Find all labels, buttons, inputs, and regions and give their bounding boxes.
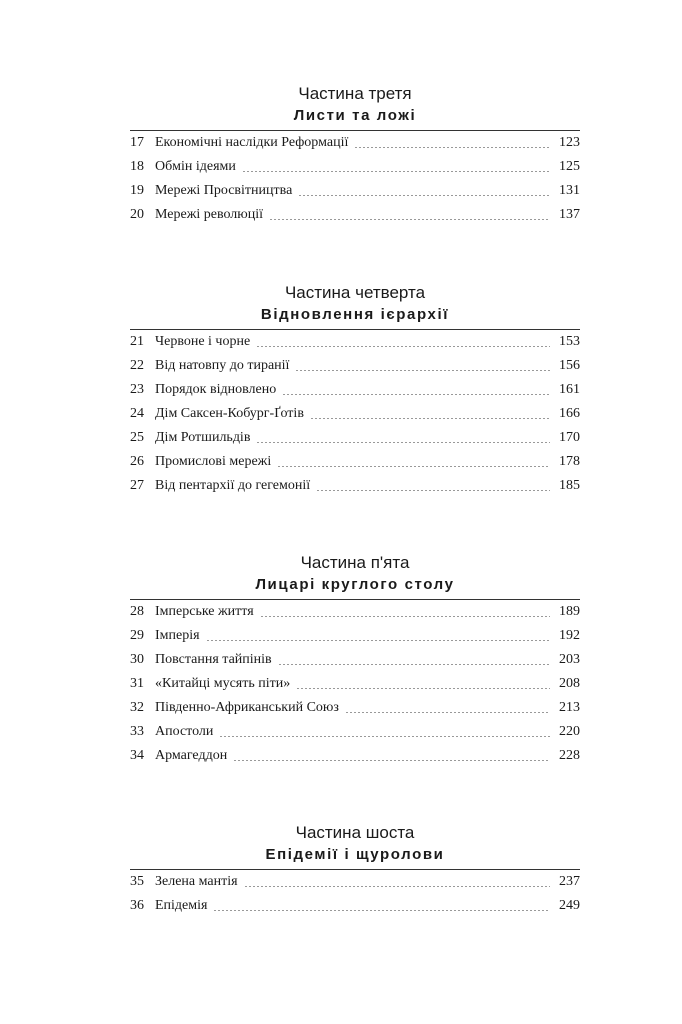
page-number: 153 xyxy=(559,334,580,349)
chapter-number: 23 xyxy=(130,382,144,397)
chapter-title: Промислові мережі xyxy=(155,454,272,469)
page-number: 137 xyxy=(559,207,580,222)
dot-leader xyxy=(298,195,550,196)
chapter-number: 35 xyxy=(130,874,144,889)
chapter-number: 27 xyxy=(130,478,144,493)
chapter-number: 26 xyxy=(130,454,144,469)
chapter-title: Епідемія xyxy=(155,898,208,913)
chapter-list xyxy=(130,870,580,918)
chapter-title: Від пентархії до гегемонії xyxy=(155,478,311,493)
toc-part-3 xyxy=(130,84,580,227)
dot-leader xyxy=(277,466,550,467)
chapter-title: Зелена мантія xyxy=(155,874,238,889)
chapter-title: Дім Саксен-Кобург-Ґотів xyxy=(155,406,304,421)
part-title: Листи та ложі xyxy=(293,107,417,124)
chapter-entry[interactable] xyxy=(130,894,580,918)
chapter-entry[interactable] xyxy=(130,330,580,354)
chapter-number: 22 xyxy=(130,358,144,373)
page-number: 237 xyxy=(559,874,580,889)
page-number: 208 xyxy=(559,676,580,691)
dot-leader xyxy=(233,760,550,761)
dot-leader xyxy=(296,688,550,689)
page-number: 185 xyxy=(559,478,580,493)
page-number: 125 xyxy=(559,159,580,174)
chapter-number: 36 xyxy=(130,898,144,913)
part-title: Лицарі круглого столу xyxy=(255,576,455,593)
part-title: Епідемії і щуролови xyxy=(265,846,445,863)
chapter-entry[interactable] xyxy=(130,131,580,155)
chapter-title: Від натовпу до тиранії xyxy=(155,358,290,373)
chapter-title: Апостоли xyxy=(155,724,214,739)
chapter-number: 24 xyxy=(130,406,144,421)
chapter-title: Економічні наслідки Реформації xyxy=(155,135,349,150)
part-label: Частина п'ята xyxy=(300,553,410,572)
dot-leader xyxy=(282,394,550,395)
chapter-entry[interactable] xyxy=(130,870,580,894)
part-label: Частина четверта xyxy=(284,283,426,302)
chapter-title: Повстання тайпінів xyxy=(155,652,272,667)
chapter-number: 34 xyxy=(130,748,144,763)
dot-leader xyxy=(242,171,550,172)
page-number: 220 xyxy=(559,724,580,739)
dot-leader xyxy=(354,147,550,148)
dot-leader xyxy=(256,346,550,347)
part-label: Частина третя xyxy=(298,84,412,103)
chapter-number: 28 xyxy=(130,604,144,619)
chapter-entry[interactable] xyxy=(130,744,580,768)
chapter-title: Південно-Африканський Союз xyxy=(155,700,339,715)
chapter-list xyxy=(130,600,580,768)
part-label: Частина шоста xyxy=(295,823,415,842)
chapter-entry[interactable] xyxy=(130,155,580,179)
chapter-number: 33 xyxy=(130,724,144,739)
page-number: 156 xyxy=(559,358,580,373)
chapter-entry[interactable] xyxy=(130,402,580,426)
page-number: 123 xyxy=(559,135,580,150)
chapter-entry[interactable] xyxy=(130,600,580,624)
page-number: 203 xyxy=(559,652,580,667)
chapter-entry[interactable] xyxy=(130,354,580,378)
chapter-list xyxy=(130,330,580,498)
dot-leader xyxy=(310,418,550,419)
chapter-number: 30 xyxy=(130,652,144,667)
chapter-title: Мережі Просвітництва xyxy=(155,183,293,198)
dot-leader xyxy=(345,712,550,713)
dot-leader xyxy=(278,664,550,665)
dot-leader xyxy=(244,886,550,887)
page-number: 213 xyxy=(559,700,580,715)
chapter-number: 17 xyxy=(130,135,144,150)
chapter-entry[interactable] xyxy=(130,179,580,203)
toc-part-6 xyxy=(130,823,580,918)
chapter-entry[interactable] xyxy=(130,624,580,648)
chapter-entry[interactable] xyxy=(130,203,580,227)
page-number: 161 xyxy=(559,382,580,397)
chapter-entry[interactable] xyxy=(130,474,580,498)
page-number: 192 xyxy=(559,628,580,643)
chapter-number: 21 xyxy=(130,334,144,349)
page-number: 249 xyxy=(559,898,580,913)
chapter-number: 31 xyxy=(130,676,144,691)
chapter-entry[interactable] xyxy=(130,648,580,672)
dot-leader xyxy=(206,640,550,641)
dot-leader xyxy=(295,370,550,371)
chapter-title: Армагеддон xyxy=(155,748,228,763)
chapter-entry[interactable] xyxy=(130,696,580,720)
page-number: 228 xyxy=(559,748,580,763)
chapter-title: Мережі революції xyxy=(155,207,264,222)
chapter-entry[interactable] xyxy=(130,450,580,474)
dot-leader xyxy=(260,616,550,617)
dot-leader xyxy=(269,219,550,220)
chapter-number: 25 xyxy=(130,430,144,445)
chapter-title: «Китайці мусять піти» xyxy=(155,676,291,691)
page-number: 189 xyxy=(559,604,580,619)
chapter-title: Імперське життя xyxy=(155,604,254,619)
chapter-entry[interactable] xyxy=(130,378,580,402)
toc-part-4 xyxy=(130,283,580,498)
chapter-title: Червоне і чорне xyxy=(155,334,251,349)
chapter-title: Порядок відновлено xyxy=(155,382,277,397)
chapter-list xyxy=(130,131,580,227)
page-number: 166 xyxy=(559,406,580,421)
chapter-number: 18 xyxy=(130,159,144,174)
chapter-entry[interactable] xyxy=(130,720,580,744)
dot-leader xyxy=(256,442,550,443)
dot-leader xyxy=(213,910,550,911)
dot-leader xyxy=(219,736,550,737)
chapter-entry[interactable] xyxy=(130,426,580,450)
toc-part-5 xyxy=(130,553,580,768)
chapter-title: Дім Ротшильдів xyxy=(155,430,251,445)
chapter-number: 19 xyxy=(130,183,144,198)
page-number: 170 xyxy=(559,430,580,445)
chapter-title: Обмін ідеями xyxy=(155,159,236,174)
chapter-number: 20 xyxy=(130,207,144,222)
part-title: Відновлення ієрархії xyxy=(260,306,450,323)
page-number: 178 xyxy=(559,454,580,469)
chapter-number: 29 xyxy=(130,628,144,643)
page-number: 131 xyxy=(559,183,580,198)
dot-leader xyxy=(316,490,550,491)
chapter-entry[interactable] xyxy=(130,672,580,696)
chapter-title: Імперія xyxy=(155,628,200,643)
chapter-number: 32 xyxy=(130,700,144,715)
